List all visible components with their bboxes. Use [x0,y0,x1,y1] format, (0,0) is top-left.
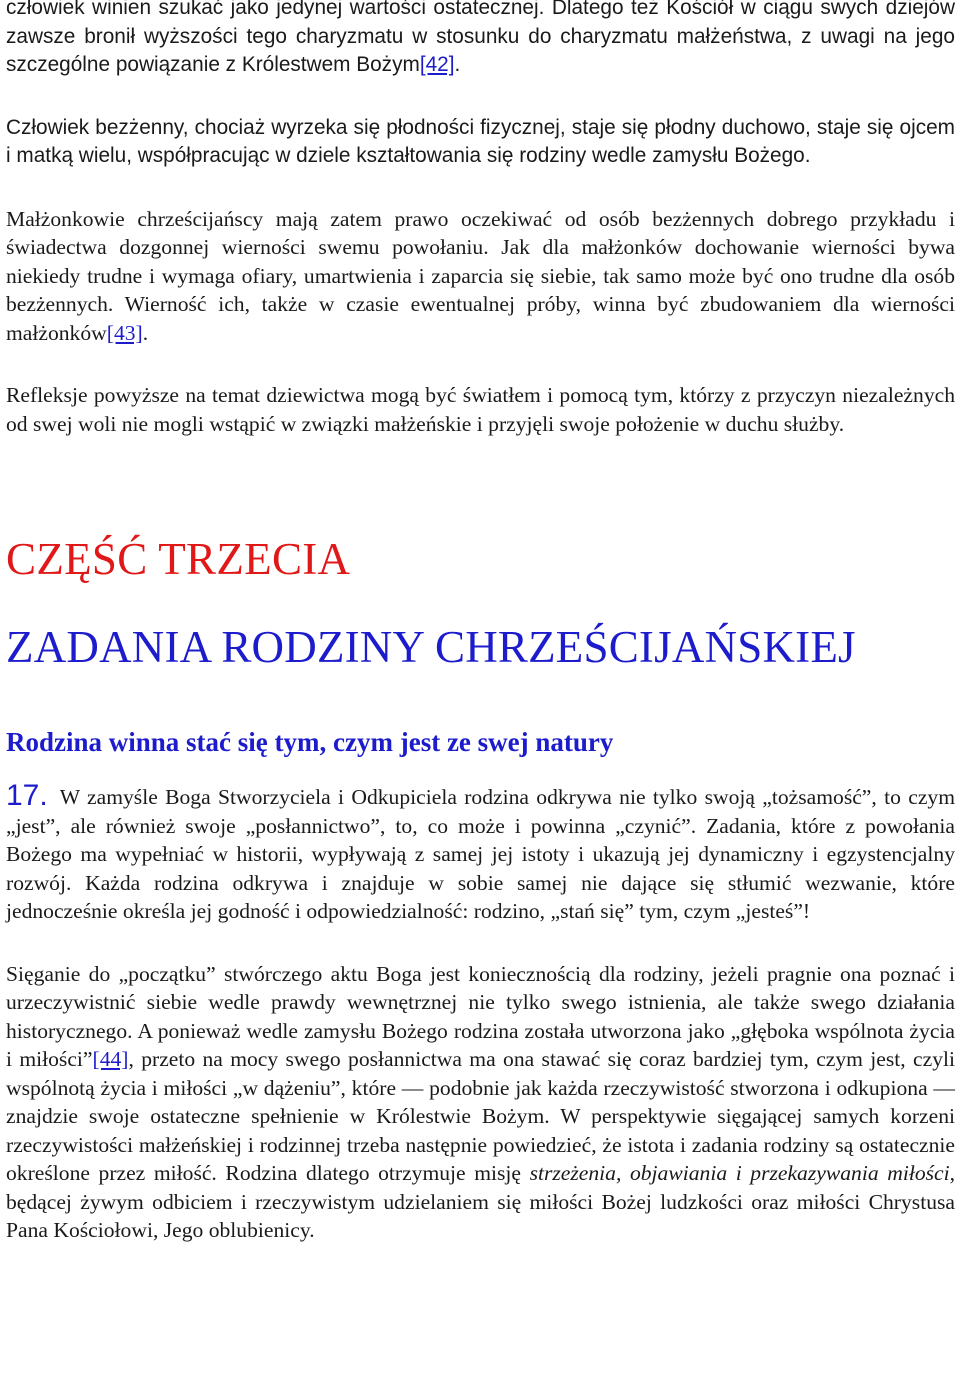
paragraph-celibacy-charism [6,0,955,80]
paragraph-reflections: Refleksje powyższe na temat dziewictwa mogą być światłem i pomocą tym, którzy z przyczyn niezależnych od swej woli nie mogli wstąpić w związki małżeńskie i przyjęli swoje położenie w duchu służby. [6,383,955,436]
document-page [6,0,955,1245]
paragraph-text: Małżonkowie chrześcijańscy mają zatem prawo oczekiwać od osób bezżennych dobrego przykładu i świadectwa dozgonnej wierności swemu powołaniu. Jak dla małżonków dochowanie wierności bywa niekiedy trudne i wymaga ofiary, umartwienia i zaparcia się siebie, tak samo może być ono trudne dla osób bezżennych. Wierność ich, także w czasie ewentualnej próby, winna być zbudowaniem dla wierności małżonków [6,206,955,345]
paragraph-number: 17. [6,779,48,812]
part-heading: CZĘŚĆ TRZECIA [6,534,351,584]
paragraph-text-end: . [454,53,461,76]
paragraph-spiritual-fruitfulness: Człowiek bezżenny, chociaż wyrzeka się płodności fizycznej, staje się płodny duchowo, staje się ojcem i matką wielu, współpracując w dziele kształtowania się rodziny wedle zamysłu Bożego. [6,115,955,167]
paragraph-text: człowiek winien szukać jako jedynej wartości ostatecznej. Dlatego też Kościół w ciągu swych dziejów zawsze bronił wyższości tego charyzmatu w stosunku do charyzmatu małżeństwa, z uwagi na jego szczególne powiązanie z Królestwem Bożym [6,0,955,76]
paragraph-17 [6,779,955,926]
footnote-link-44[interactable]: [44] [92,1047,129,1071]
footnote-link-42[interactable]: [42] [419,53,455,76]
emphasized-text: strzeżenia, objawiania i przekazywania miłości [529,1161,950,1185]
paragraph-text: W zamyśle Boga Stworzyciela i Odkupiciela rodzina odkrywa nie tylko swoją „tożsamość”, to czym „jest”, ale również swoje „posłannictwo”, to, co może i powinna „czynić”. Zadania, które z powołania Bożego ma wypełniać w historii, wypływają z samej jej istoty i ukazują jej dynamiczny i egzystencjalny rozwój. Każda rodzina odkrywa i znajduje w sobie samej nie dające się stłumić wezwanie, które jednocześnie określa jej godność i odpowiedzialność: rodzino, „stań się” tym, czym „jesteś”! [6,785,955,923]
paragraph-text-end: , będącej żywym odbiciem i rzeczywistym udzielaniem się miłości Bożej ludzkości oraz miłości Chrystusa Pana Kościołowi, Jego oblubienicy. [6,1161,956,1242]
paragraph-text: Sięganie do „początku” stwórczego aktu Boga jest koniecznością dla rodziny, jeżeli pragnie ona poznać i urzeczywistnić siebie wedle prawdy wewnętrznej nie tylko swego istnienia, ale także swego działania historycznego. A ponieważ wedle zamysłu Bożego rodzina została utworzona jako „głęboka wspólnota życia i miłości” [6,961,955,1071]
paragraph-beginning [6,960,955,1245]
paragraph-fidelity [6,205,955,348]
footnote-link-43[interactable]: [43] [106,320,143,345]
section-subtitle: Rodzina winna stać się tym, czym jest ze swej natury [6,727,614,757]
section-title: ZADANIA RODZINY CHRZEŚCIJAŃSKIEJ [6,622,856,672]
paragraph-text-mid: , przeto na mocy swego posłannictwa ma ona stawać się coraz bardziej tym, czym jest, czyli wspólnotą życia i miłości „w dążeniu”, które — podobnie jak każda rzeczywistość stworzona i odkupiona — znajdzie swoje ostateczne spełnienie w Królestwie Bożym. W perspektywie sięgającej samych korzeni rzeczywistości małżeńskiej i rodzinnej trzeba następnie powiedzieć, że istota i zadania rodziny są ostatecznie określone przez miłość. Rodzina dlatego otrzymuje misję [6,1047,955,1185]
paragraph-text-end: . [142,320,149,345]
